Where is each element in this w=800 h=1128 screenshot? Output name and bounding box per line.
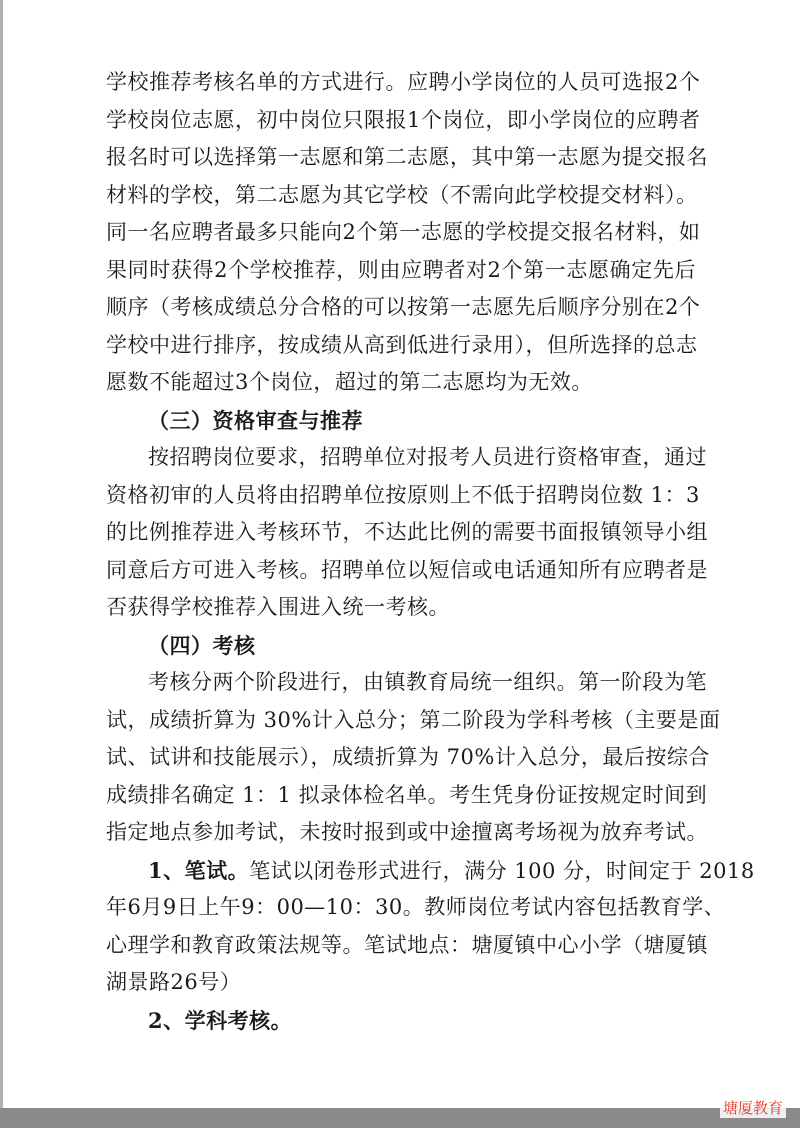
text-line: 同意后方可进入考核。招聘单位以短信或电话通知所有应聘者是 [106,557,708,582]
text-line: 学校岗位志愿，初中岗位只限报1个岗位，即小学岗位的应聘者 [106,107,701,132]
section-heading-qualification-review: （三）资格审查与推荐 [148,407,363,433]
text-line: 湖景路26号） [106,970,242,994]
text-line: 愿数不能超过3个岗位，超过的第二志愿均为无效。 [106,370,593,394]
text-line: 试、试讲和技能展示），成绩折算为 70%计入总分，最后按综合 [106,745,710,769]
watermark-text: 塘厦教育 [720,1097,786,1118]
text-line: 年6月9日上午9：00—10：30。教师岗位考试内容包括教育学、 [106,895,726,919]
text-line: 同一名应聘者最多只能向2个第一志愿的学校提交报名材料，如 [106,220,701,244]
text-line: 顺序（考核成绩总分合格的可以按第一志愿先后顺序分别在2个 [106,295,701,319]
text-line: 心理学和教育政策法规等。笔试地点：塘厦镇中心小学（塘厦镇 [106,932,708,957]
text-line: 否获得学校推荐入围进入统一考核。 [106,595,450,619]
text-line: 学校推荐考核名单的方式进行。应聘小学岗位的人员可选报2个 [106,70,701,94]
page-edge-shadow [0,0,3,1108]
text-line: 资格初审的人员将由招聘单位按原则上不低于招聘岗位数 1：3 [106,482,700,507]
text-line: 的比例推荐进入考核环节，不达此比例的需要书面报镇领导小组 [106,520,708,544]
item-title-written-exam: 1、笔试。 [148,857,250,883]
text-line [106,852,755,890]
paragraph-written-exam [106,852,755,1002]
item-text: 笔试以闭卷形式进行，满分 100 分，时间定于 2018 [249,858,755,883]
text-line: 报名时可以选择第一志愿和第二志愿，其中第一志愿为提交报名 [106,145,708,169]
section-heading-assessment: （四）考核 [148,632,256,658]
text-line: 指定地点参加考试，未按时报到或中途擅离考场视为放弃考试。 [106,820,708,844]
item-title-subject-assessment: 2、学科考核。 [148,1007,293,1033]
text-line: 果同时获得2个学校推荐，则由应聘者对2个第一志愿确定先后 [106,257,696,282]
text-line: 考核分两个阶段进行，由镇教育局统一组织。第一阶段为笔 [148,670,707,694]
text-line: 按招聘岗位要求，招聘单位对报考人员进行资格审查，通过 [148,445,707,469]
text-line: 试，成绩折算为 30%计入总分；第二阶段为学科考核（主要是面 [106,707,721,732]
text-line: 成绩排名确定 1：1 拟录体检名单。考生凭身份证按规定时间到 [106,782,708,807]
text-line: 材料的学校，第二志愿为其它学校（不需向此学校提交材料）。 [106,182,698,207]
text-line: 学校中进行排序，按成绩从高到低进行录用），但所选择的总志 [106,332,698,357]
paragraph-assessment [106,664,721,852]
paragraph-qualification-review [106,439,708,627]
page-bottom-bar [0,1108,800,1128]
paragraph-application-choices [106,64,708,402]
